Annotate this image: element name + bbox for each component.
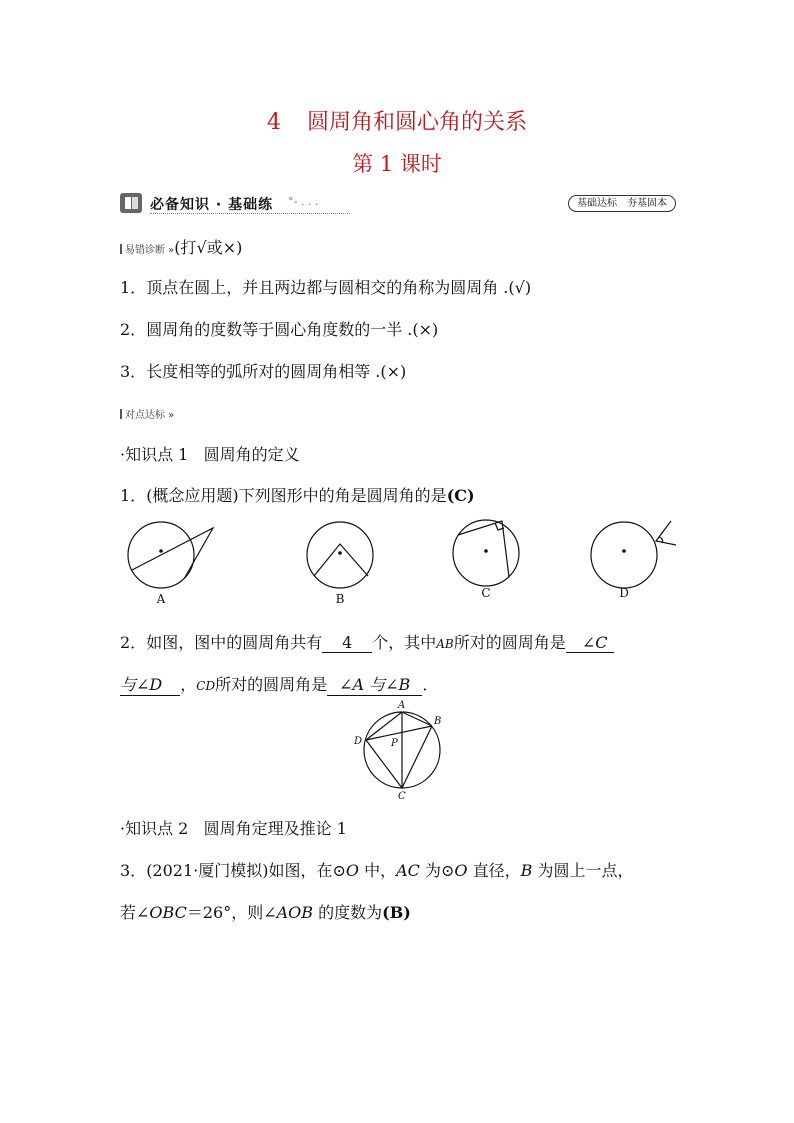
diagnosis-answer: (×) [412, 320, 439, 339]
option-b-label: B [335, 592, 345, 606]
point-c-label: C [398, 791, 406, 802]
section-label: 必备知识 · 基础练 [150, 197, 274, 213]
question-3-line-1: 3．(2021·厦门模拟)如图，在⊙O 中，AC 为⊙O 直径，B 为圆上一点， [120, 861, 634, 880]
section-dots: °- . . . [288, 195, 319, 208]
tag-bar [120, 409, 122, 419]
blank-arc-ab-angles-part2: 与∠D [120, 672, 180, 696]
point-d-label: D [354, 736, 363, 747]
diagnosis-note: (打√或×) [174, 238, 243, 257]
lesson-number: 4 [266, 110, 281, 135]
target-tag: 对点达标 » [120, 410, 174, 421]
blank-count: 4 [322, 633, 372, 653]
q1-answer: (C) [446, 486, 475, 505]
q1-figures [118, 515, 688, 610]
lesson-title [0, 105, 794, 136]
tag-bar [120, 244, 122, 254]
diagnosis-tag: 易错诊断 » [120, 245, 174, 256]
lesson-subtitle: 第 1 课时 [352, 152, 442, 176]
book-icon [120, 193, 142, 213]
question-2-line-2: 与∠D ，CD所对的圆周角是 ∠A 与∠B ． [120, 672, 438, 696]
section-badge: 基础达标 夯基固本 [568, 195, 676, 212]
figure-b-circle [307, 522, 373, 588]
q3-answer: (B) [382, 903, 411, 922]
blank-arc-cd-angles: ∠A 与∠B [327, 672, 422, 696]
question-3-line-2: 若∠OBC＝26°，则∠AOB 的度数为(B) [120, 903, 411, 922]
lesson-title-text: 圆周角和圆心角的关系 [306, 110, 527, 135]
figure-d-center [622, 549, 626, 553]
diagnosis-item: 1．顶点在圆上，并且两边都与圆相交的角称为圆周角 .(√) [120, 278, 532, 297]
option-a-label: A [156, 592, 166, 606]
figure-c-center [484, 549, 488, 553]
arc-ab: AB [436, 637, 454, 651]
knowledge-point-2: ·知识点 2 圆周角定理及推论 1 [120, 819, 347, 838]
question-2-line-1: 2．如图，图中的圆周角共有 4 个，其中AB所对的圆周角是 ∠C [120, 630, 614, 653]
diagnosis-answer: (√) [508, 278, 532, 297]
figure-b-center [338, 551, 342, 555]
diagnosis-answer: (×) [380, 362, 407, 381]
figure-d-circle [591, 522, 657, 588]
figure-a-center [159, 549, 163, 553]
option-d-label: D [619, 586, 629, 600]
point-b-label: B [434, 716, 442, 727]
figure-d-angle [656, 521, 676, 545]
q3-source: (2021·厦门模拟) [146, 861, 269, 880]
diagnosis-item: 3．长度相等的弧所对的圆周角相等 .(×) [120, 362, 407, 381]
point-p-label: P [391, 738, 398, 749]
figure-b-angle [314, 544, 368, 576]
section-underline [150, 213, 350, 214]
chord-ab [402, 712, 432, 726]
figure-a-angle [132, 528, 213, 579]
question-1: 1．(概念应用题)下列图形中的角是圆周角的是(C) [120, 486, 475, 505]
knowledge-point-1: ·知识点 1 圆周角的定义 [120, 445, 300, 464]
blank-arc-ab-angles-part1: ∠C [566, 633, 614, 653]
diagnosis-heading [120, 235, 242, 258]
section-header [120, 193, 676, 215]
point-a-label: A [398, 700, 406, 711]
option-c-label: C [481, 586, 491, 600]
arc-cd: CD [196, 679, 216, 693]
target-heading [120, 403, 174, 422]
q2-figure [345, 698, 455, 803]
diagnosis-item: 2．圆周角的度数等于圆心角度数的一半 .(×) [120, 320, 439, 339]
